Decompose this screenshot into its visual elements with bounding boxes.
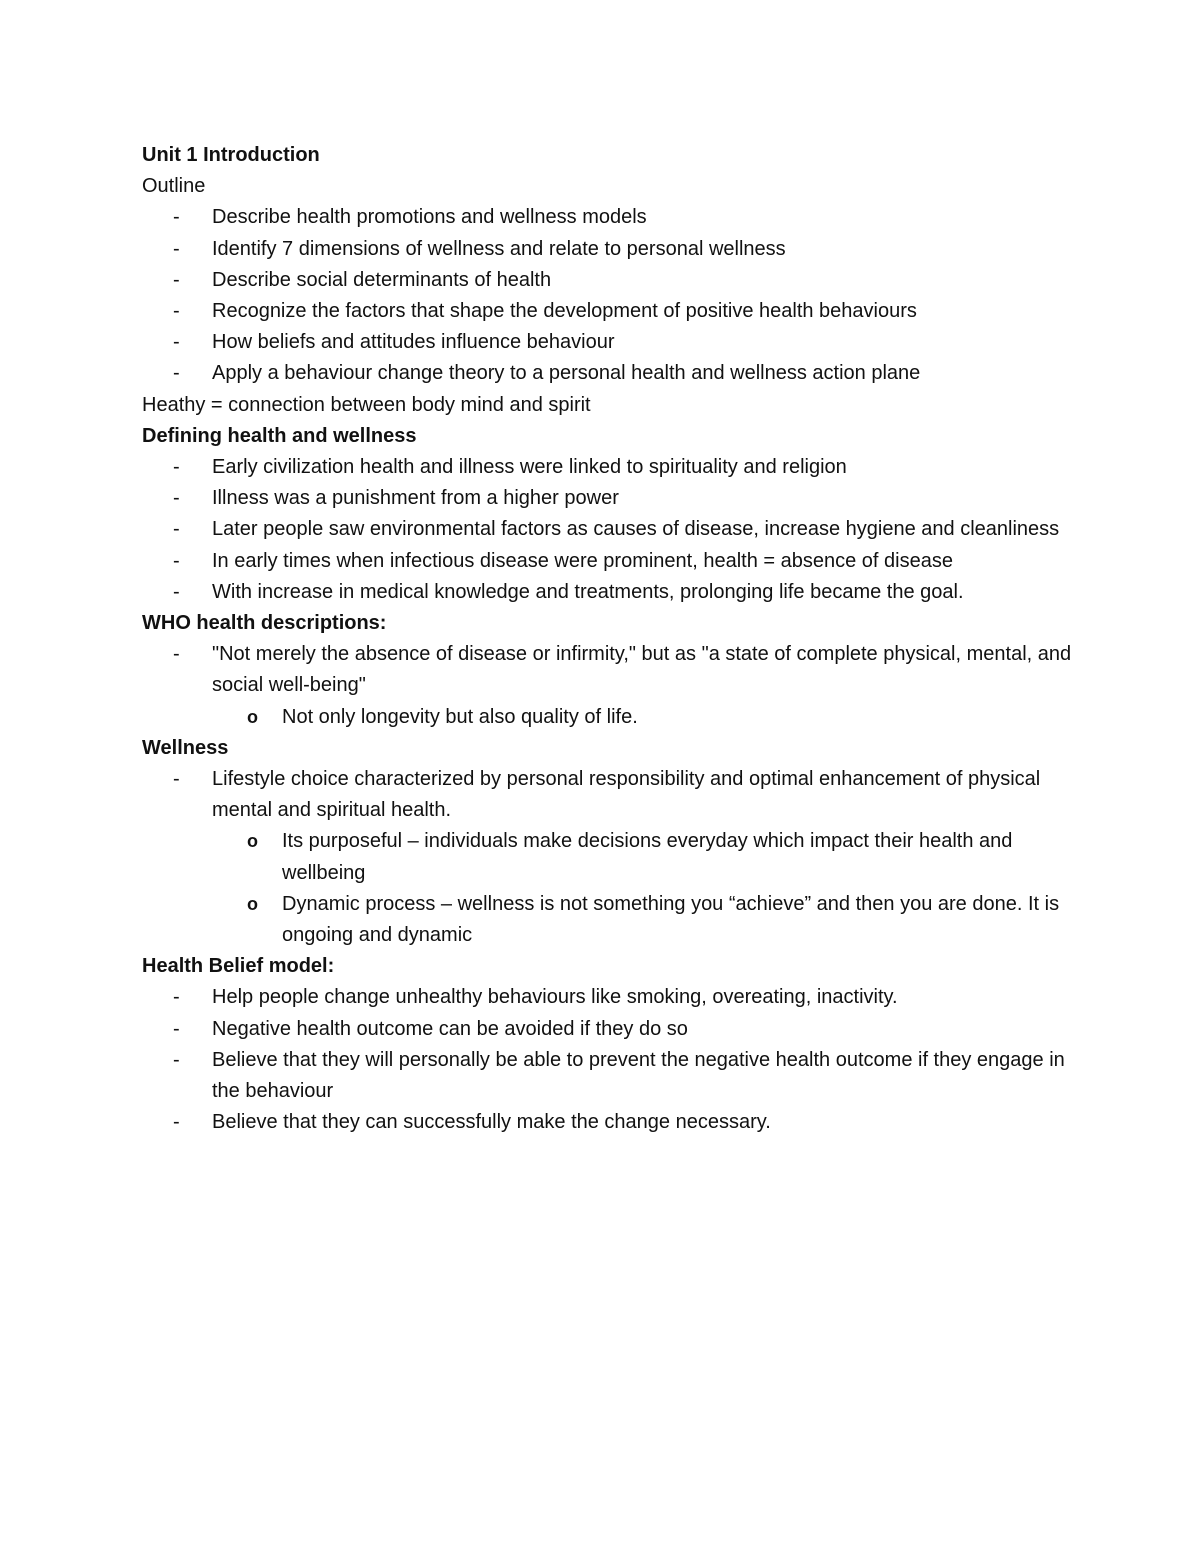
dash-bullet: - xyxy=(173,580,180,603)
list-item: - Describe social determinants of health xyxy=(142,265,1082,296)
list-item: - Believe that they can successfully make the change necessary. xyxy=(142,1107,1082,1138)
list-item: - In early times when infectious disease were prominent, health = absence of disease xyxy=(142,546,1082,577)
circle-bullet-icon: o xyxy=(247,893,258,914)
document-page xyxy=(142,140,1082,1138)
list-item: - How beliefs and attitudes influence behaviour xyxy=(142,327,1082,358)
dash-bullet: - xyxy=(173,237,180,260)
list-item: - "Not merely the absence of disease or infirmity," but as "a state of complete physical, mental, and social well-being" xyxy=(142,639,1082,701)
dash-bullet: - xyxy=(173,362,180,385)
dash-bullet: - xyxy=(173,1111,180,1134)
wellness-heading: Wellness xyxy=(142,736,229,759)
list-item: - Identify 7 dimensions of wellness and relate to personal wellness xyxy=(142,234,1082,265)
dash-bullet: - xyxy=(173,1048,180,1071)
list-item: - With increase in medical knowledge and treatments, prolonging life became the goal. xyxy=(142,577,1082,608)
hbm-list xyxy=(142,982,1082,1138)
outline-heading: Outline xyxy=(142,175,206,198)
list-item: - Recognize the factors that shape the development of positive health behaviours xyxy=(142,296,1082,327)
healthy-definition: Heathy = connection between body mind and spirit xyxy=(142,393,591,416)
outline-list xyxy=(142,202,1082,389)
dash-bullet: - xyxy=(173,767,180,790)
list-item: - Describe health promotions and wellness models xyxy=(142,202,1082,233)
dash-bullet: - xyxy=(173,268,180,291)
sub-list-item: o Not only longevity but also quality of life. xyxy=(142,702,1082,733)
list-item: - Later people saw environmental factors as causes of disease, increase hygiene and cleanliness xyxy=(142,514,1082,545)
dash-bullet: - xyxy=(173,986,180,1009)
list-item: - Negative health outcome can be avoided if they do so xyxy=(142,1014,1082,1045)
document-title: Unit 1 Introduction xyxy=(142,144,320,166)
dash-bullet: - xyxy=(173,1017,180,1040)
defining-heading: Defining health and wellness xyxy=(142,424,417,447)
dash-bullet: - xyxy=(173,518,180,541)
dash-bullet: - xyxy=(173,549,180,572)
dash-bullet: - xyxy=(173,299,180,322)
who-list xyxy=(142,639,1082,733)
list-item: - Early civilization health and illness were linked to spirituality and religion xyxy=(142,452,1082,483)
circle-bullet-icon: o xyxy=(247,706,258,727)
dash-bullet: - xyxy=(173,643,180,666)
circle-bullet-icon: o xyxy=(247,831,258,852)
list-item: - Lifestyle choice characterized by personal responsibility and optimal enhancement of physical mental and spiritual health. xyxy=(142,764,1082,826)
dash-bullet: - xyxy=(173,331,180,354)
sub-list-item: o Dynamic process – wellness is not something you “achieve” and then you are done. It is ongoing and dynamic xyxy=(142,889,1082,951)
sub-list-item: o Its purposeful – individuals make decisions everyday which impact their health and wellbeing xyxy=(142,826,1082,888)
list-item: - Illness was a punishment from a higher power xyxy=(142,483,1082,514)
dash-bullet: - xyxy=(173,206,180,229)
dash-bullet: - xyxy=(173,487,180,510)
who-heading: WHO health descriptions: xyxy=(142,611,387,634)
list-item: - Help people change unhealthy behaviours like smoking, overeating, inactivity. xyxy=(142,982,1082,1013)
list-item: - Apply a behaviour change theory to a personal health and wellness action plane xyxy=(142,358,1082,389)
hbm-heading: Health Belief model: xyxy=(142,955,335,978)
dash-bullet: - xyxy=(173,455,180,478)
defining-list xyxy=(142,452,1082,608)
list-item: - Believe that they will personally be able to prevent the negative health outcome if they engage in the behaviour xyxy=(142,1045,1082,1107)
wellness-list xyxy=(142,764,1082,951)
